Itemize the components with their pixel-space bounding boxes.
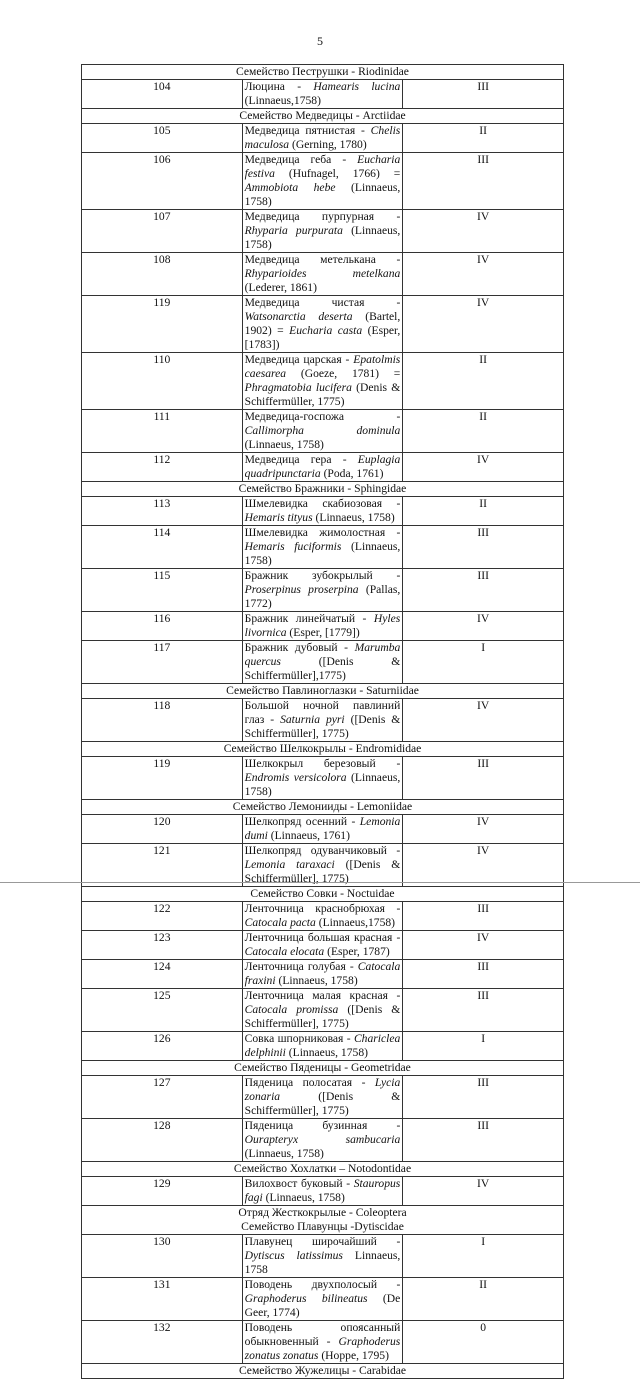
section-row [82, 742, 564, 757]
species-number: 123 [82, 931, 243, 960]
name-text: Медведица царская - [244, 353, 354, 366]
species-name [242, 641, 403, 684]
scientific-name: Phragmatobia lucifera [244, 381, 352, 394]
scientific-name: Hamearis lucina [313, 80, 401, 93]
species-name [242, 353, 403, 410]
status-category: I [403, 641, 564, 684]
species-name [242, 210, 403, 253]
species-row [82, 410, 564, 453]
scientific-name: Callimorpha dominula [244, 424, 401, 437]
section-row [82, 65, 564, 80]
species-name [242, 931, 403, 960]
scientific-name: Chariclea delphinii [244, 1032, 401, 1059]
scientific-name: Hemaris fuciformis [244, 540, 342, 553]
section-row [82, 109, 564, 124]
name-text: Пяденица полосатая - [244, 1076, 375, 1089]
scientific-name: Euplagia quadripunctaria [244, 453, 401, 480]
scientific-name: Saturnia pyri [280, 713, 345, 726]
section-heading-line: Отряд Жесткокрылые - Coleoptera [238, 1206, 407, 1219]
name-text: (Esper, 1787) [324, 945, 390, 958]
status-category: II [403, 353, 564, 410]
scientific-name: Catocala pacta [244, 916, 316, 929]
name-text: (Bartel, 1902) = [244, 310, 401, 337]
status-category: IV [403, 699, 564, 742]
scientific-name: Ourapteryx sambucaria [244, 1133, 401, 1146]
species-name [242, 699, 403, 742]
species-row [82, 497, 564, 526]
name-text: Ленточница голубая - [244, 960, 358, 973]
name-text: (Goeze, 1781) = [286, 367, 401, 380]
section-heading: Семейство Пяденицы - Geometridae [82, 1061, 564, 1076]
section-row [82, 1061, 564, 1076]
section-row [82, 1206, 564, 1235]
name-text: (De Geer, 1774) [244, 1292, 401, 1319]
section-heading: Семейство Павлиноглазки - Saturniidae [82, 684, 564, 699]
status-category: I [403, 1235, 564, 1278]
species-name [242, 902, 403, 931]
species-name [242, 253, 403, 296]
species-number: 105 [82, 124, 243, 153]
status-category: IV [403, 815, 564, 844]
status-category: II [403, 1278, 564, 1321]
name-text: Пяденица бузинная - [244, 1119, 401, 1132]
scientific-name: Dytiscus latissimus [244, 1249, 343, 1262]
scientific-name: Hemaris tityus [244, 511, 313, 524]
species-number: 130 [82, 1235, 243, 1278]
page-number: 5 [317, 34, 323, 48]
page-bottom-rule [0, 882, 640, 883]
name-text: ([Denis & Schiffermüller],1775) [244, 655, 401, 682]
name-text: (Linnaeus, 1758) [262, 1191, 345, 1204]
section-row [82, 482, 564, 497]
species-number: 129 [82, 1177, 243, 1206]
species-row [82, 699, 564, 742]
species-name [242, 497, 403, 526]
status-category: III [403, 1076, 564, 1119]
scientific-name: Epatolmis caesarea [244, 353, 401, 380]
species-row [82, 453, 564, 482]
name-text: (Denis & Schiffermüller, 1775) [244, 381, 401, 408]
name-text: (Lederer, 1861) [244, 281, 317, 294]
section-row [82, 1162, 564, 1177]
name-text: (Linnaeus, 1758) [244, 181, 401, 208]
section-heading: Семейство Шелкокрылы - Endromididae [82, 742, 564, 757]
species-name [242, 296, 403, 353]
status-category: IV [403, 844, 564, 887]
scientific-name: Watsonarctia deserta [244, 310, 353, 323]
scientific-name: Catocala promissa [244, 1003, 339, 1016]
status-category: II [403, 410, 564, 453]
name-text: (Linnaeus, 1758) [244, 540, 401, 567]
name-text: ([Denis & Schiffermüller], 1775) [244, 1090, 401, 1117]
scientific-name: Catocala elocata [244, 945, 325, 958]
scientific-name: Graphoderus zonatus zonatus [244, 1335, 401, 1362]
scientific-name: Lemonia dumi [244, 815, 401, 842]
status-category: I [403, 1032, 564, 1061]
species-number: 119 [82, 757, 243, 800]
species-row [82, 960, 564, 989]
species-name [242, 80, 403, 109]
species-row [82, 989, 564, 1032]
name-text: Шмелевидка жимолостная - [244, 526, 401, 539]
name-text: Поводень двухполосый - [244, 1278, 401, 1291]
species-number: 121 [82, 844, 243, 887]
species-row [82, 1177, 564, 1206]
name-text: Медведица пятнистая - [244, 124, 371, 137]
species-name [242, 569, 403, 612]
species-number: 104 [82, 80, 243, 109]
section-heading: Семейство Совки - Noctuidae [82, 887, 564, 902]
name-text: (Linnaeus, 1758) [312, 511, 395, 524]
status-category: III [403, 902, 564, 931]
scientific-name: Lemonia taraxaci [244, 858, 335, 871]
section-heading: Семейство Пеструшки - Riodinidae [82, 65, 564, 80]
status-category: III [403, 569, 564, 612]
name-text: Плавунец широчайший - [244, 1235, 401, 1248]
scientific-name: Eucharia festiva [244, 153, 401, 180]
status-category: IV [403, 296, 564, 353]
name-text: Медведица-госпожа - [244, 410, 401, 423]
scientific-name: Ammobiota hebe [244, 181, 336, 194]
status-category: III [403, 989, 564, 1032]
section-heading-line: Семейство Плавунцы -Dytiscidae [241, 1220, 404, 1233]
species-row [82, 526, 564, 569]
species-number: 120 [82, 815, 243, 844]
species-name [242, 1278, 403, 1321]
status-category: III [403, 960, 564, 989]
name-text: (Linnaeus, 1758) [275, 974, 358, 987]
section-heading: Семейство Хохлатки – Notodontidae [82, 1162, 564, 1177]
name-text: (Gerning, 1780) [289, 138, 367, 151]
species-name [242, 960, 403, 989]
name-text: Шелкопряд осенний - [244, 815, 360, 828]
species-name [242, 989, 403, 1032]
species-number: 114 [82, 526, 243, 569]
species-number: 132 [82, 1321, 243, 1364]
species-name [242, 1119, 403, 1162]
status-category: III [403, 526, 564, 569]
scientific-name: Graphoderus bilineatus [244, 1292, 368, 1305]
status-category: III [403, 757, 564, 800]
status-category: III [403, 1119, 564, 1162]
name-text: Медведица геба - [244, 153, 358, 166]
species-name [242, 124, 403, 153]
name-text: (Hufnagel, 1766) = [274, 167, 401, 180]
species-number: 128 [82, 1119, 243, 1162]
species-row [82, 815, 564, 844]
status-category: III [403, 153, 564, 210]
scientific-name: Proserpinus proserpina [244, 583, 359, 596]
species-number: 131 [82, 1278, 243, 1321]
species-number: 117 [82, 641, 243, 684]
species-number: 118 [82, 699, 243, 742]
name-text: Linnaeus, 1758 [244, 1249, 401, 1276]
species-number: 106 [82, 153, 243, 210]
species-row [82, 1119, 564, 1162]
status-category: II [403, 497, 564, 526]
species-row [82, 641, 564, 684]
scientific-name: Rhyparioides metelkana [244, 267, 401, 280]
name-text: (Linnaeus, 1758) [244, 224, 401, 251]
species-name [242, 1321, 403, 1364]
name-text: Вилохвост буковый - [244, 1177, 354, 1190]
species-number: 107 [82, 210, 243, 253]
name-text: ([Denis & Schiffermüller], 1775) [244, 858, 401, 885]
species-name [242, 1032, 403, 1061]
name-text: Ленточница краснобрюхая - [244, 902, 401, 915]
species-number: 124 [82, 960, 243, 989]
status-category: III [403, 80, 564, 109]
species-row [82, 902, 564, 931]
species-row [82, 253, 564, 296]
name-text: ([Denis & Schiffermüller], 1775) [244, 1003, 401, 1030]
species-row [82, 1235, 564, 1278]
name-text: Ленточница большая красная - [244, 931, 401, 944]
species-row [82, 353, 564, 410]
status-category: IV [403, 453, 564, 482]
scientific-name: Stauropus fagi [244, 1177, 401, 1204]
species-number: 108 [82, 253, 243, 296]
species-name [242, 757, 403, 800]
scientific-name: Chelis maculosa [244, 124, 401, 151]
species-name [242, 815, 403, 844]
name-text: Большой ночной павлиний глаз - [244, 699, 401, 726]
status-category: II [403, 124, 564, 153]
species-row [82, 1032, 564, 1061]
species-number: 111 [82, 410, 243, 453]
section-row [82, 684, 564, 699]
species-number: 127 [82, 1076, 243, 1119]
species-row [82, 757, 564, 800]
status-category: IV [403, 210, 564, 253]
name-text: Шмелевидка скабиозовая - [244, 497, 401, 510]
name-text: Шелкокрыл березовый - [244, 757, 401, 770]
species-row [82, 153, 564, 210]
name-text: (Linnaeus, 1758) [285, 1046, 368, 1059]
scientific-name: Endromis versicolora [244, 771, 347, 784]
species-name [242, 844, 403, 887]
section-heading: Семейство Лемонииды - Lemoniidae [82, 800, 564, 815]
species-name [242, 410, 403, 453]
species-name [242, 1076, 403, 1119]
species-number: 125 [82, 989, 243, 1032]
species-name [242, 1177, 403, 1206]
name-text: (Poda, 1761) [320, 467, 384, 480]
name-text: (Esper, [1783]) [244, 324, 401, 351]
species-name [242, 612, 403, 641]
species-name [242, 453, 403, 482]
species-number: 126 [82, 1032, 243, 1061]
species-name [242, 153, 403, 210]
species-row [82, 124, 564, 153]
name-text: Бражник дубовый - [244, 641, 355, 654]
species-row [82, 931, 564, 960]
species-row [82, 80, 564, 109]
species-number: 110 [82, 353, 243, 410]
status-category: 0 [403, 1321, 564, 1364]
section-heading [82, 1206, 564, 1235]
name-text: ([Denis & Schiffermüller], 1775) [244, 713, 401, 740]
species-number: 115 [82, 569, 243, 612]
species-row [82, 296, 564, 353]
species-row [82, 1278, 564, 1321]
section-heading: Семейство Бражники - Sphingidae [82, 482, 564, 497]
species-number: 113 [82, 497, 243, 526]
name-text: Медведица гера - [244, 453, 358, 466]
status-category: IV [403, 1177, 564, 1206]
species-row [82, 1321, 564, 1364]
name-text: (Linnaeus,1758) [315, 916, 396, 929]
name-text: (Linnaeus, 1758) [244, 438, 324, 451]
scientific-name: Catocala fraxini [244, 960, 401, 987]
species-row [82, 612, 564, 641]
species-name [242, 1235, 403, 1278]
name-text: Ленточница малая красная - [244, 989, 401, 1002]
name-text: Бражник зубокрылый - [244, 569, 401, 582]
section-row [82, 887, 564, 902]
scientific-name: Marumba quercus [244, 641, 401, 668]
species-number: 112 [82, 453, 243, 482]
name-text: Поводень опоясанный обыкновенный - [244, 1321, 401, 1348]
species-row [82, 1076, 564, 1119]
name-text: Медведица пурпурная - [244, 210, 401, 223]
name-text: Бражник линейчатый - [244, 612, 374, 625]
scientific-name: Eucharia casta [289, 324, 363, 337]
scientific-name: Lycia zonaria [244, 1076, 401, 1103]
name-text: (Hoppe, 1795) [318, 1349, 389, 1362]
name-text: Люцина - [244, 80, 314, 93]
section-heading: Семейство Жужелицы - Carabidae [82, 1364, 564, 1379]
name-text: (Linnaeus, 1758) [244, 1147, 324, 1160]
species-row [82, 569, 564, 612]
scientific-name: Hyles livornica [244, 612, 401, 639]
scientific-name: Rhyparia purpurata [244, 224, 343, 237]
species-table-body [82, 65, 564, 1379]
section-heading: Семейство Медведицы - Arctiidae [82, 109, 564, 124]
species-number: 116 [82, 612, 243, 641]
name-text: (Esper, [1779]) [286, 626, 360, 639]
section-row [82, 1364, 564, 1379]
name-text: (Pallas, 1772) [244, 583, 401, 610]
species-number: 119 [82, 296, 243, 353]
name-text: Медведица метелькана - [244, 253, 401, 266]
species-number: 122 [82, 902, 243, 931]
name-text: Медведица чистая - [244, 296, 401, 309]
name-text: (Linnaeus,1758) [244, 94, 321, 107]
status-category: IV [403, 931, 564, 960]
name-text: (Linnaeus, 1758) [244, 771, 401, 798]
species-row [82, 210, 564, 253]
name-text: Шелкопряд одуванчиковый - [244, 844, 401, 857]
status-category: IV [403, 253, 564, 296]
name-text: (Linnaeus, 1761) [267, 829, 350, 842]
species-table [81, 64, 564, 1379]
name-text: Совка шпорниковая - [244, 1032, 354, 1045]
status-category: IV [403, 612, 564, 641]
species-row [82, 844, 564, 887]
section-row [82, 800, 564, 815]
species-name [242, 526, 403, 569]
